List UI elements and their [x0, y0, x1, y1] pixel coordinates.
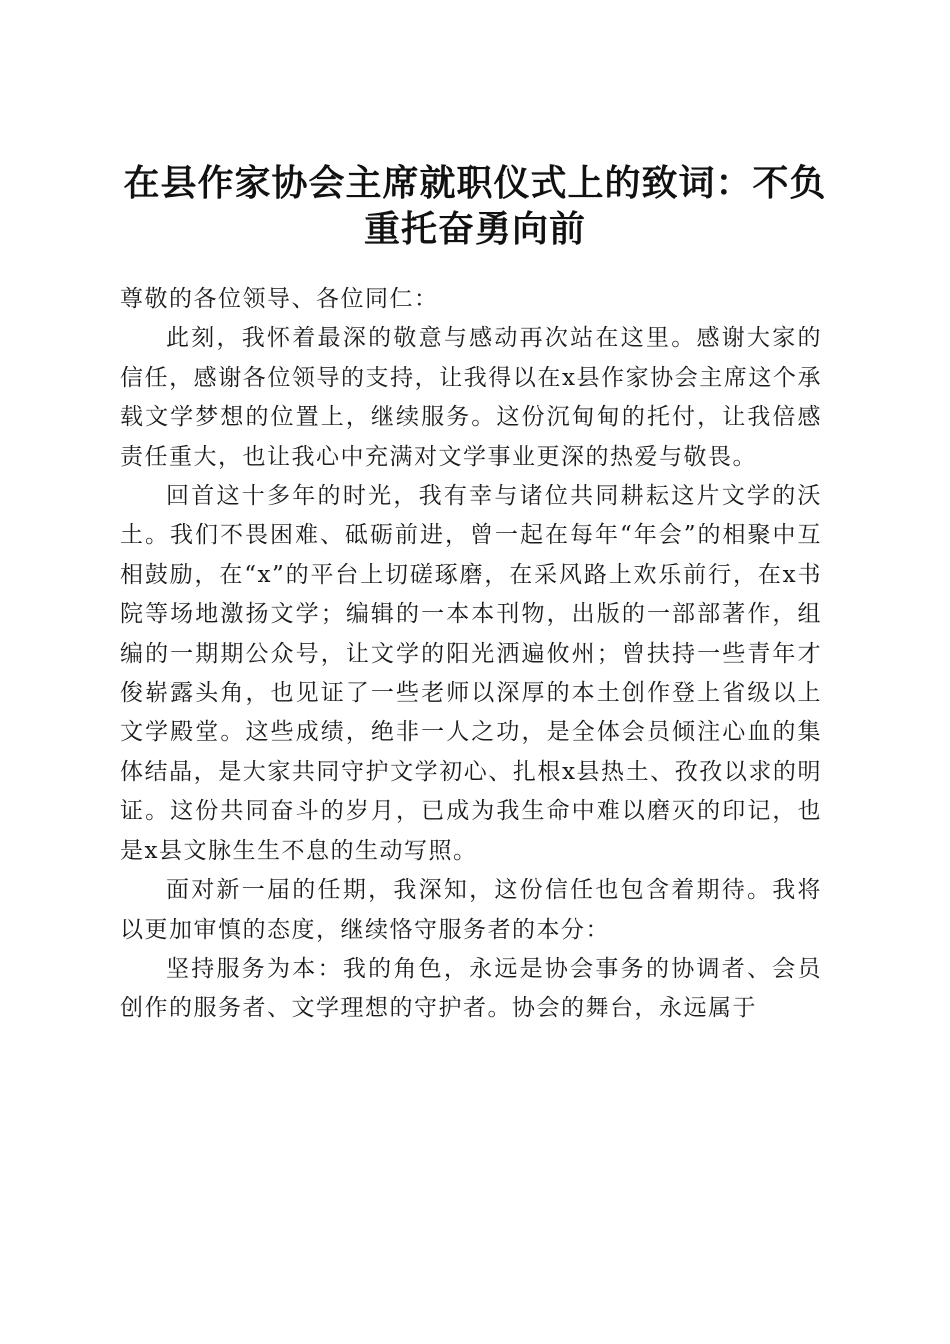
paragraph-service: 坚持服务为本：我的角色，永远是协会事务的协调者、会员创作的服务者、文学理想的守护者。协会的舞台，永远属于 [120, 955, 822, 1022]
speech-body [120, 280, 822, 1029]
paragraph-review: 回首这十多年的时光，我有幸与诸位共同耕耘这片文学的沃土。我们不畏困难、砥砺前进，曾一起在每年“年会”的相聚中互相鼓励，在“x”的平台上切磋琢磨，在采风路上欢乐前行，在x书院等场地激扬文学；编辑的一本本刊物，出版的一部部著作，组编的一期期公众号，让文学的阳光洒遍攸州；曾扶持一些青年才俊崭露头角，也见证了一些老师以深厚的本土创作登上省级以上文学殿堂。这些成绩，绝非一人之功，是全体会员倾注心血的集体结晶，是大家共同守护文学初心、扎根x县热土、孜孜以求的明证。这份共同奋斗的岁月，已成为我生命中难以磨灭的印记，也是x县文脉生生不息的生动写照。 [120, 483, 822, 864]
salutation: 尊敬的各位领导、各位同仁： [120, 286, 439, 312]
page-title: 在县作家协会主席就职仪式上的致词：不负重托奋勇向前 [123, 162, 827, 251]
paragraph-opening: 此刻，我怀着最深的敬意与感动再次站在这里。感谢大家的信任，感谢各位领导的支持，让我得以在x县作家协会主席这个承载文学梦想的位置上，继续服务。这份沉甸甸的托付，让我倍感责任重大，也让我心中充满对文学事业更深的热爱与敬畏。 [120, 325, 822, 470]
paragraph-new-term: 面对新一届的任期，我深知，这份信任也包含着期待。我将以更加审慎的态度，继续恪守服务者的本分： [120, 877, 822, 943]
